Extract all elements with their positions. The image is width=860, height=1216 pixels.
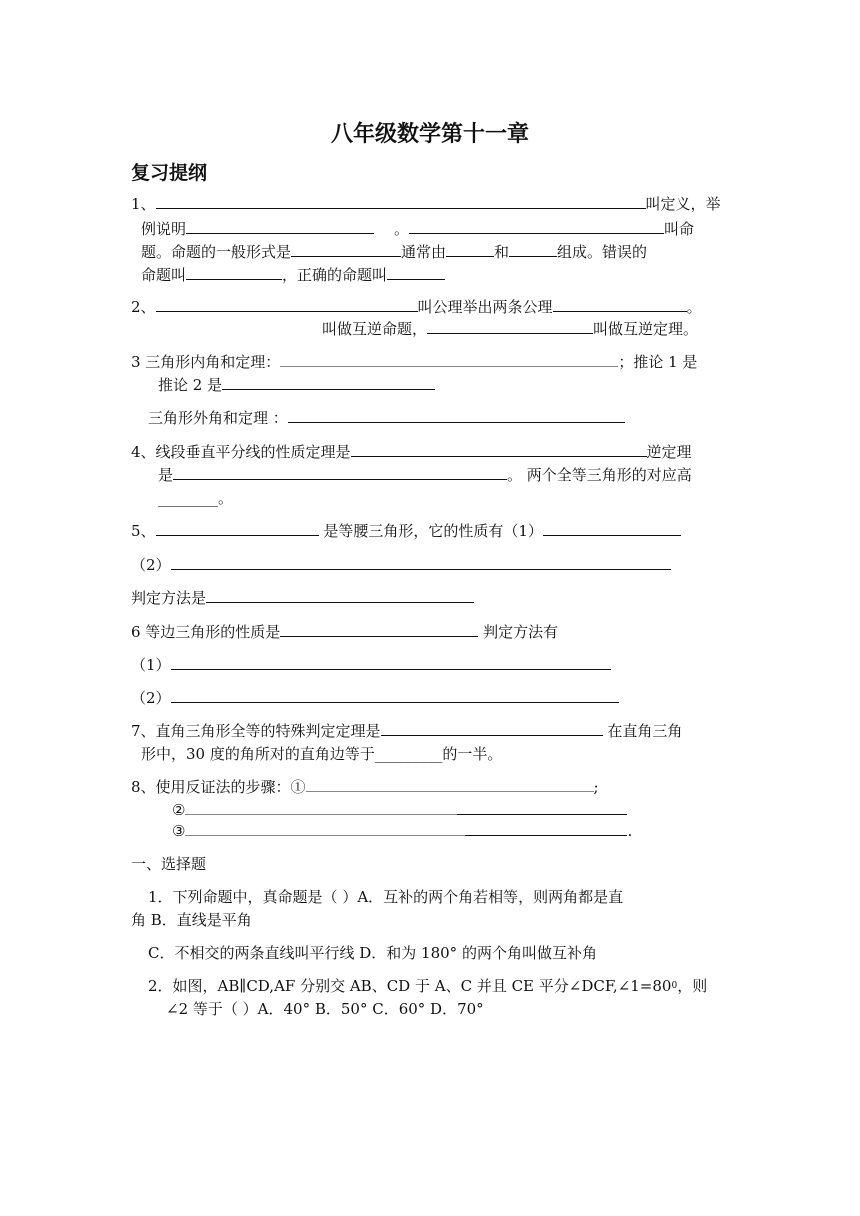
q7-text: 7、直角三角形全等的特殊判定定理是: [131, 722, 381, 740]
q1-line2: [141, 218, 694, 240]
q2-line1: [131, 296, 702, 318]
answer-blank[interactable]: [457, 799, 627, 815]
mc1-line1: 1．下列命题中，真命题是（ ）A．互补的两个角若相等，则两角都是直: [148, 888, 624, 906]
q8-line1: [131, 776, 599, 798]
q4-text: 逆定理: [646, 443, 692, 461]
answer-blank[interactable]: [306, 776, 594, 792]
answer-blank[interactable]: [186, 218, 374, 234]
answer-blank[interactable]: [185, 799, 457, 815]
q6-line1: [131, 621, 558, 643]
answer-blank[interactable]: [185, 820, 465, 836]
q1-text: 通常由: [401, 243, 447, 261]
q4-text: 4、线段垂直平分线的性质定理是: [131, 443, 351, 461]
answer-blank[interactable]: [280, 621, 478, 637]
answer-blank[interactable]: [288, 407, 625, 423]
q8-text: 8、使用反证法的步骤：①: [131, 778, 306, 796]
q1-text: 。: [394, 220, 410, 238]
answer-blank[interactable]: [156, 193, 646, 209]
answer-blank[interactable]: [381, 720, 603, 736]
q4-line2: [158, 464, 692, 486]
q3-line3: [148, 407, 625, 429]
answer-blank[interactable]: [427, 318, 593, 334]
q4-text: 。 两个全等三角形的对应高: [507, 466, 692, 484]
mc1-line3: C．不相交的两条直线叫平行线 D．和为 180° 的两个角叫做互补角: [148, 944, 597, 962]
mc2-text: ，则: [677, 977, 708, 995]
q6-text: 判定方法有: [478, 623, 559, 641]
q3-text: 3 三角形内角和定理：: [131, 353, 281, 371]
answer-blank[interactable]: [280, 351, 618, 367]
q7-line1: [131, 720, 682, 742]
q3-line1: [131, 351, 697, 373]
section-heading: 复习提纲: [131, 162, 208, 184]
q5-line2: [131, 554, 671, 576]
answer-blank[interactable]: [171, 654, 611, 670]
q3-text: 三角形外角和定理 ：: [148, 409, 288, 427]
answer-blank[interactable]: [171, 687, 619, 703]
q2-line2: [322, 318, 698, 340]
q4-text: 是: [158, 466, 174, 484]
q1-text: 例说明: [141, 220, 187, 238]
q8-text: .: [627, 822, 633, 840]
q1-text: 叫定义，举: [645, 195, 721, 213]
q5-line3: [131, 587, 474, 609]
answer-blank[interactable]: [409, 218, 664, 234]
q2-text: 叫做互逆命题，: [322, 320, 428, 338]
q7-line2: [141, 743, 502, 765]
q3-text: 推论 2 是: [158, 376, 223, 394]
q6-text: （1）: [131, 656, 171, 674]
answer-blank[interactable]: [509, 241, 557, 257]
q6-text: 6 等边三角形的性质是: [131, 623, 281, 641]
section-title-multiple-choice: 一、选择题: [131, 855, 207, 873]
q7-text: 在直角三角: [602, 722, 683, 740]
answer-blank[interactable]: [553, 296, 687, 312]
q6-text: （2）: [131, 689, 171, 707]
q8-text: ②: [172, 801, 186, 819]
answer-blank[interactable]: [186, 264, 282, 280]
answer-blank[interactable]: [465, 820, 627, 836]
q3-line2: [158, 374, 435, 396]
q8-line2: [172, 799, 627, 821]
q4-text: ________。: [158, 489, 234, 507]
q1-line1: [131, 193, 721, 215]
mc2-text: 2．如图，AB∥CD,AF 分别交 AB、CD 于 A、C 并且 CE 平分∠DCF,∠1=80: [148, 977, 672, 995]
q1-number: 1、: [131, 195, 156, 213]
q5-text: 是等腰三角形，它的性质有（1）: [318, 522, 543, 540]
q3-text: ；推论 1 是: [618, 353, 698, 371]
q6-line2: [131, 654, 611, 676]
answer-blank[interactable]: [206, 587, 474, 603]
q1-line3: [141, 241, 647, 263]
answer-blank[interactable]: [156, 296, 418, 312]
q2-text: 。: [686, 298, 702, 316]
page-title: 八年级数学第十一章: [330, 122, 529, 147]
q1-text: 命题叫: [141, 266, 187, 284]
q8-text: ③: [172, 822, 186, 840]
degree-superscript: 0: [671, 981, 678, 991]
q5-line1: [131, 520, 681, 542]
answer-blank[interactable]: [156, 520, 319, 536]
q5-number: 5、: [131, 522, 156, 540]
mc1-line2: 角 B．直线是平角: [131, 911, 252, 929]
mc2-line1: [148, 975, 707, 997]
q1-text: ，正确的命题叫: [282, 266, 388, 284]
q2-text: 叫做互逆定理。: [593, 320, 699, 338]
q1-text: 叫命: [664, 220, 695, 238]
q8-line3: [172, 820, 632, 842]
q8-text: ;: [593, 778, 599, 796]
answer-blank[interactable]: [543, 520, 681, 536]
q2-number: 2、: [131, 298, 156, 316]
answer-blank[interactable]: [351, 441, 647, 457]
answer-blank[interactable]: [291, 241, 401, 257]
mc2-line2: ∠2 等于（ ）A．40° B．50° C．60° D．70°: [166, 1000, 484, 1018]
answer-blank[interactable]: [173, 464, 507, 480]
q1-line4: [141, 264, 445, 286]
q7-text: 形中，30 度的角所对的直角边等于_________的一半。: [141, 745, 503, 763]
answer-blank[interactable]: [446, 241, 494, 257]
q2-text: 叫公理举出两条公理: [417, 298, 553, 316]
answer-blank[interactable]: [171, 554, 671, 570]
answer-blank[interactable]: [222, 374, 435, 390]
q1-text: 和: [494, 243, 510, 261]
q5-text: （2）: [131, 556, 171, 574]
answer-blank[interactable]: [387, 264, 445, 280]
q5-text: 判定方法是: [131, 589, 207, 607]
q4-line1: [131, 441, 692, 463]
q1-text: 组成。错误的: [557, 243, 648, 261]
q6-line3: [131, 687, 619, 709]
q1-text: 题。命题的一般形式是: [141, 243, 292, 261]
q4-line3: [158, 487, 233, 509]
